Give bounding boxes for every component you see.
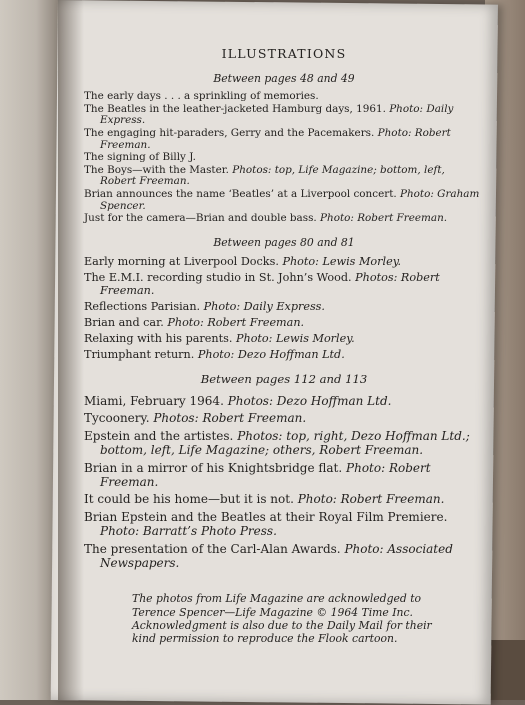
entry-list	[84, 255, 484, 361]
list-item	[84, 128, 484, 151]
entry-caption: Epstein and the artistes.	[84, 428, 234, 443]
list-item	[84, 429, 484, 458]
entry-caption: The presentation of the Carl-Alan Awards.	[84, 541, 341, 556]
entry-caption: Brian announces the name ‘Beatles’ at a Liverpool concert.	[84, 187, 397, 200]
section-heading: Between pages 80 and 81	[213, 235, 355, 249]
entry-credit: Photo: Robert Freeman.	[100, 460, 431, 489]
section-pages-112-113	[84, 373, 484, 570]
entry-credit: Photo: Lewis Morley.	[235, 332, 355, 346]
entry-credit: Photo: Daily Express.	[203, 300, 325, 314]
entry-caption: The engaging hit-paraders, Gerry and the Pacemakers.	[84, 126, 375, 139]
page-gutter-shadow	[58, 0, 84, 700]
list-item	[84, 104, 484, 127]
section-heading: Between pages 48 and 49	[213, 71, 355, 85]
list-item	[84, 255, 484, 268]
entry-credit: Photo: Daily Express.	[100, 102, 454, 127]
entry-caption: Relaxing with his parents.	[84, 332, 233, 346]
entry-credit: Photo: Robert Freeman.	[100, 126, 451, 151]
list-item	[84, 492, 484, 506]
list-item	[84, 91, 484, 103]
entry-caption: It could be his home—but it is not.	[84, 492, 294, 507]
list-item	[84, 189, 484, 212]
entry-caption: The signing of Billy J.	[84, 151, 196, 164]
entry-credit: Photo: Dezo Hoffman Ltd.	[197, 348, 345, 362]
entry-caption: The Beatles in the leather-jacketed Hamburg days, 1961.	[84, 102, 386, 115]
section-pages-48-49	[84, 73, 484, 225]
list-item	[84, 394, 484, 408]
entry-credit: Photo: Barratt’s Photo Press.	[100, 524, 277, 539]
entry-credit: Photos: Robert Freeman.	[153, 411, 307, 426]
list-item	[84, 332, 484, 345]
entry-caption: The E.M.I. recording studio in St. John’s Wood.	[84, 271, 352, 285]
entry-credit: Photos: Dezo Hoffman Ltd.	[227, 393, 392, 408]
list-item	[84, 542, 484, 571]
list-item	[84, 165, 484, 188]
entry-caption: Tycoonery.	[84, 411, 150, 426]
entry-credit: Photos: top, Life Magazine; bottom, left, Robert Freeman.	[100, 163, 445, 188]
entry-caption: The early days . . . a sprinkling of memories.	[84, 90, 319, 103]
entry-caption: Brian Epstein and the Beatles at their Royal Film Premiere.	[84, 509, 448, 524]
entry-credit: Photo: Graham Spencer.	[100, 187, 480, 212]
entry-list	[84, 394, 484, 570]
entry-caption: Brian in a mirror of his Knightsbridge flat.	[84, 460, 343, 475]
entry-credit: Photo: Robert Freeman.	[320, 212, 448, 225]
entry-credit: Photos: Robert Freeman.	[100, 271, 440, 298]
section-heading: Between pages 112 and 113	[200, 372, 368, 387]
entry-caption: Just for the camera—Brian and double bass.	[84, 212, 317, 225]
entry-list	[84, 91, 484, 225]
entry-caption: Miami, February 1964.	[84, 393, 224, 408]
list-item	[84, 152, 484, 164]
list-item	[84, 213, 484, 225]
page-content	[84, 48, 484, 645]
acknowledgment-note: The photos from Life Magazine are acknowledged to Terence Spencer—Life Magazine © 1964 Time Inc. Acknowledgment is also due to the Daily Mail for their kind permission to reproduce the Flook cartoon.	[132, 592, 432, 645]
list-item	[84, 461, 484, 490]
list-item	[84, 316, 484, 329]
entry-caption: Triumphant return.	[84, 348, 195, 362]
list-item	[84, 510, 484, 539]
entry-credit: Photo: Lewis Morley.	[282, 255, 402, 269]
entry-caption: Early morning at Liverpool Docks.	[84, 255, 279, 269]
list-item	[84, 411, 484, 425]
entry-credit: Photo: Robert Freeman.	[297, 492, 445, 507]
entry-credit: Photos: top, right, Dezo Hoffman Ltd.; bottom, left, Life Magazine; others, Robert Freeman.	[100, 428, 470, 458]
entry-credit: Photo: Associated Newspapers.	[100, 541, 453, 570]
list-item	[84, 300, 484, 313]
list-item	[84, 271, 484, 297]
entry-credit: Photo: Robert Freeman.	[167, 316, 305, 330]
entry-caption: Brian and car.	[84, 316, 164, 330]
section-pages-80-81	[84, 237, 484, 362]
list-item	[84, 348, 484, 361]
entry-caption: Reflections Parisian.	[84, 300, 201, 314]
entry-caption: The Boys—with the Master.	[84, 163, 229, 176]
page-title: ILLUSTRATIONS	[221, 46, 347, 61]
